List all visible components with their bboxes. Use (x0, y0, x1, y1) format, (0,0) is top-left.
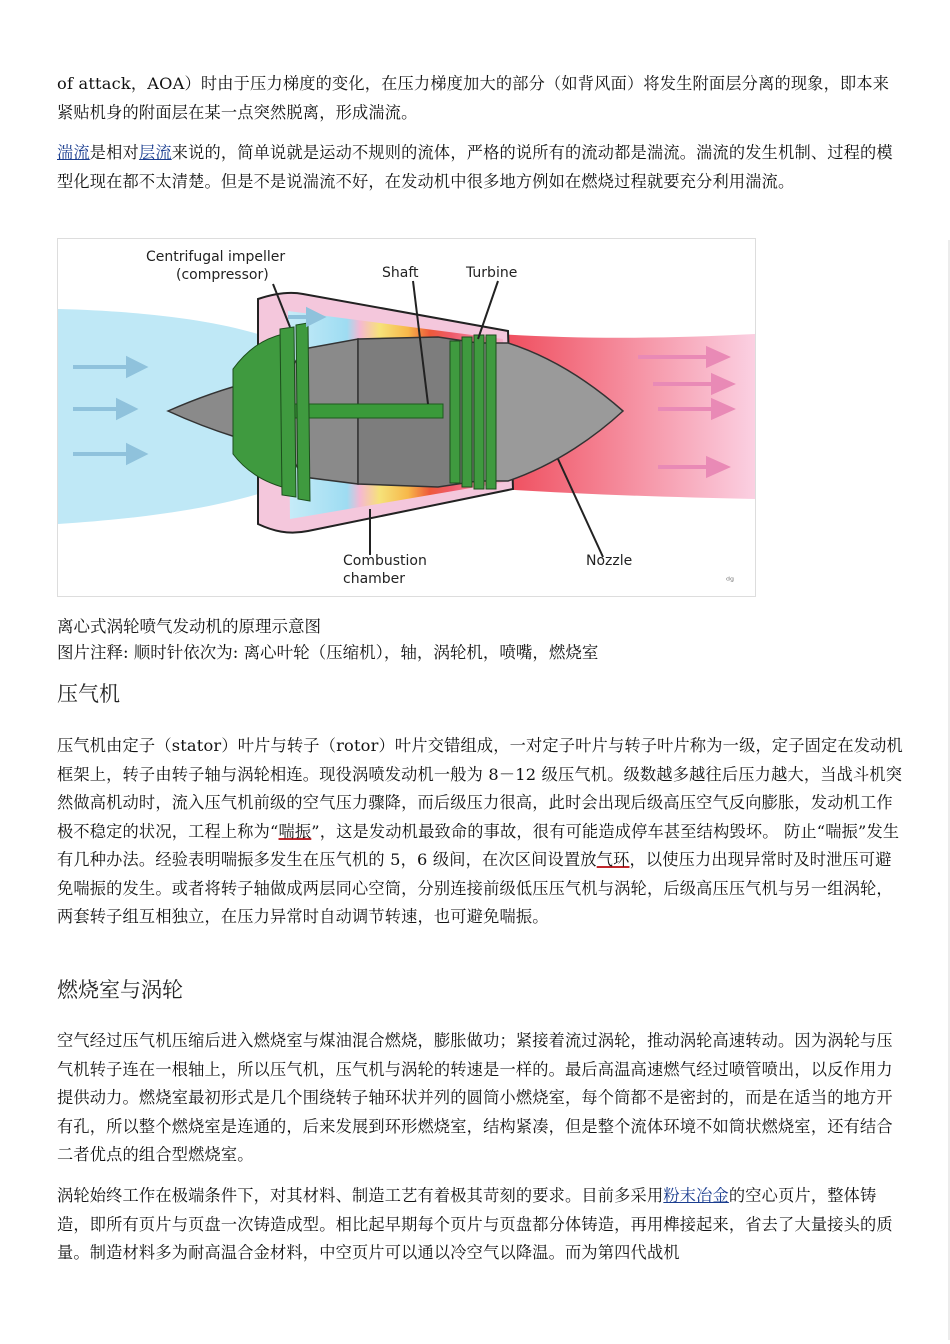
paragraph-aoa (57, 70, 905, 127)
paragraph-turbulence-text-1: 是相对 (89, 143, 139, 162)
link-bleed-ring[interactable]: 气环 (596, 850, 630, 869)
paragraph-compressor-text-3: ，以使压力出现异常时及时泄压可避免喘振的发生。或者将转子轴做成两层同心空筒，分别连接前级低压压气机与涡轮，后级高压压气机与另一组涡轮，两套转子组互相独立，在压力异常时自动调节转速，也可避免喘振。 (57, 850, 893, 926)
label-shaft: Shaft (382, 265, 419, 281)
paragraph-combustion-text: 空气经过压气机压缩后进入燃烧室与煤油混合燃烧，膨胀做功；紧接着流过涡轮，推动涡轮高速转动。因为涡轮与压气机转子连在一根轴上，所以压气机，压气机与涡轮的转速是一样的。最后高温高速燃气经过喷管喷出，以反作用力提供动力。燃烧室最初形式是几个围绕转子轴环状并列的圆筒小燃烧室，每个筒都不是密封的，而是在适当的地方开有孔，所以整个燃烧室是连通的，后来发展到环形燃烧室，结构紧凑，但是整个流体环境不如筒状燃烧室，还有结合二者优点的组合型燃烧室。 (57, 1031, 893, 1164)
link-laminar-flow[interactable]: 层流 (138, 143, 172, 162)
link-surge[interactable]: 喘振 (278, 821, 312, 841)
paragraph-turbulence (57, 139, 905, 196)
figure-caption-note: 图片注释: 顺时针依次为: 离心叶轮（压缩机），轴，涡轮机，喷嘴，燃烧室 (57, 643, 599, 662)
paragraph-compressor-text-2: ”，这是发动机最致命的事故，很有可能造成停车甚至结构毁坏。 防止“喘振”发生有几种办法。经验表明喘振多发生在压气机的 5，6 级间，在次区间设置放 (57, 821, 900, 869)
paragraph-turbulence-text-2: 来说的，简单说就是运动不规则的流体，严格的说所有的流动都是湍流。湍流的发生机制、过程的模型化现在都不太清楚。但是不是说湍流不好，在发动机中很多地方例如在燃烧过程就要充分利用湍流。 (57, 143, 893, 191)
turbojet-engine-diagram (57, 238, 756, 597)
label-turbine: Turbine (466, 265, 518, 281)
link-turbulence[interactable]: 湍流 (57, 143, 90, 162)
paragraph-turbine-text-1: 涡轮始终工作在极端条件下，对其材料、制造工艺有着极其苛刻的要求。目前多采用 (57, 1186, 664, 1205)
label-nozzle: Nozzle (586, 553, 633, 569)
label-centrifugal-impeller: Centrifugal impeller (146, 249, 286, 265)
section-heading-combustion-turbine: 燃烧室与涡轮 (57, 978, 183, 1002)
paragraph-turbine (57, 1182, 905, 1268)
paragraph-compressor-text-1: 压气机由定子（stator）叶片与转子（rotor）叶片交错组成，一对定子叶片与转子叶片称为一级，定子固定在发动机框架上，转子由转子轴与涡轮相连。现役涡喷发动机一般为 8－12 级压气机。级数越多越往后压力越大，当战斗机突然做高机动时，流入压气机前级的空气压力骤降，而后级压力很高，此时会出现后级高压空气反向膨胀，发动机工作极不稳定的状况，工程上称为“ (57, 736, 903, 841)
paragraph-combustion (57, 1027, 905, 1170)
figure-caption-title: 离心式涡轮喷气发动机的原理示意图 (57, 617, 321, 636)
shaft (293, 404, 443, 418)
figure-mark: ᵈᵍ (726, 576, 735, 587)
paragraph-compressor (57, 732, 905, 932)
section-heading-compressor: 压气机 (57, 682, 120, 706)
paragraph-aoa-text: of attack，AOA）时由于压力梯度的变化，在压力梯度加大的部分（如背风面）将发生附面层分离的现象，即本来紧贴机身的附面层在某一点突然脱离，形成湍流。 (57, 74, 890, 122)
label-combustion: Combustion (343, 553, 427, 569)
link-powder-metallurgy[interactable]: 粉末冶金 (663, 1186, 729, 1205)
engine-diagram-svg (58, 239, 755, 596)
label-chamber: chamber (343, 571, 406, 587)
paragraph-turbine-text-2: 的空心页片，整体铸造，即所有页片与页盘一次铸造成型。相比起早期每个页片与页盘都分体铸造，再用榫接起来，省去了大量接头的质量。制造材料多为耐高温合金材料，中空页片可以通以冷空气以降温。而为第四代战机 (57, 1186, 893, 1262)
label-compressor: (compressor) (176, 267, 269, 283)
